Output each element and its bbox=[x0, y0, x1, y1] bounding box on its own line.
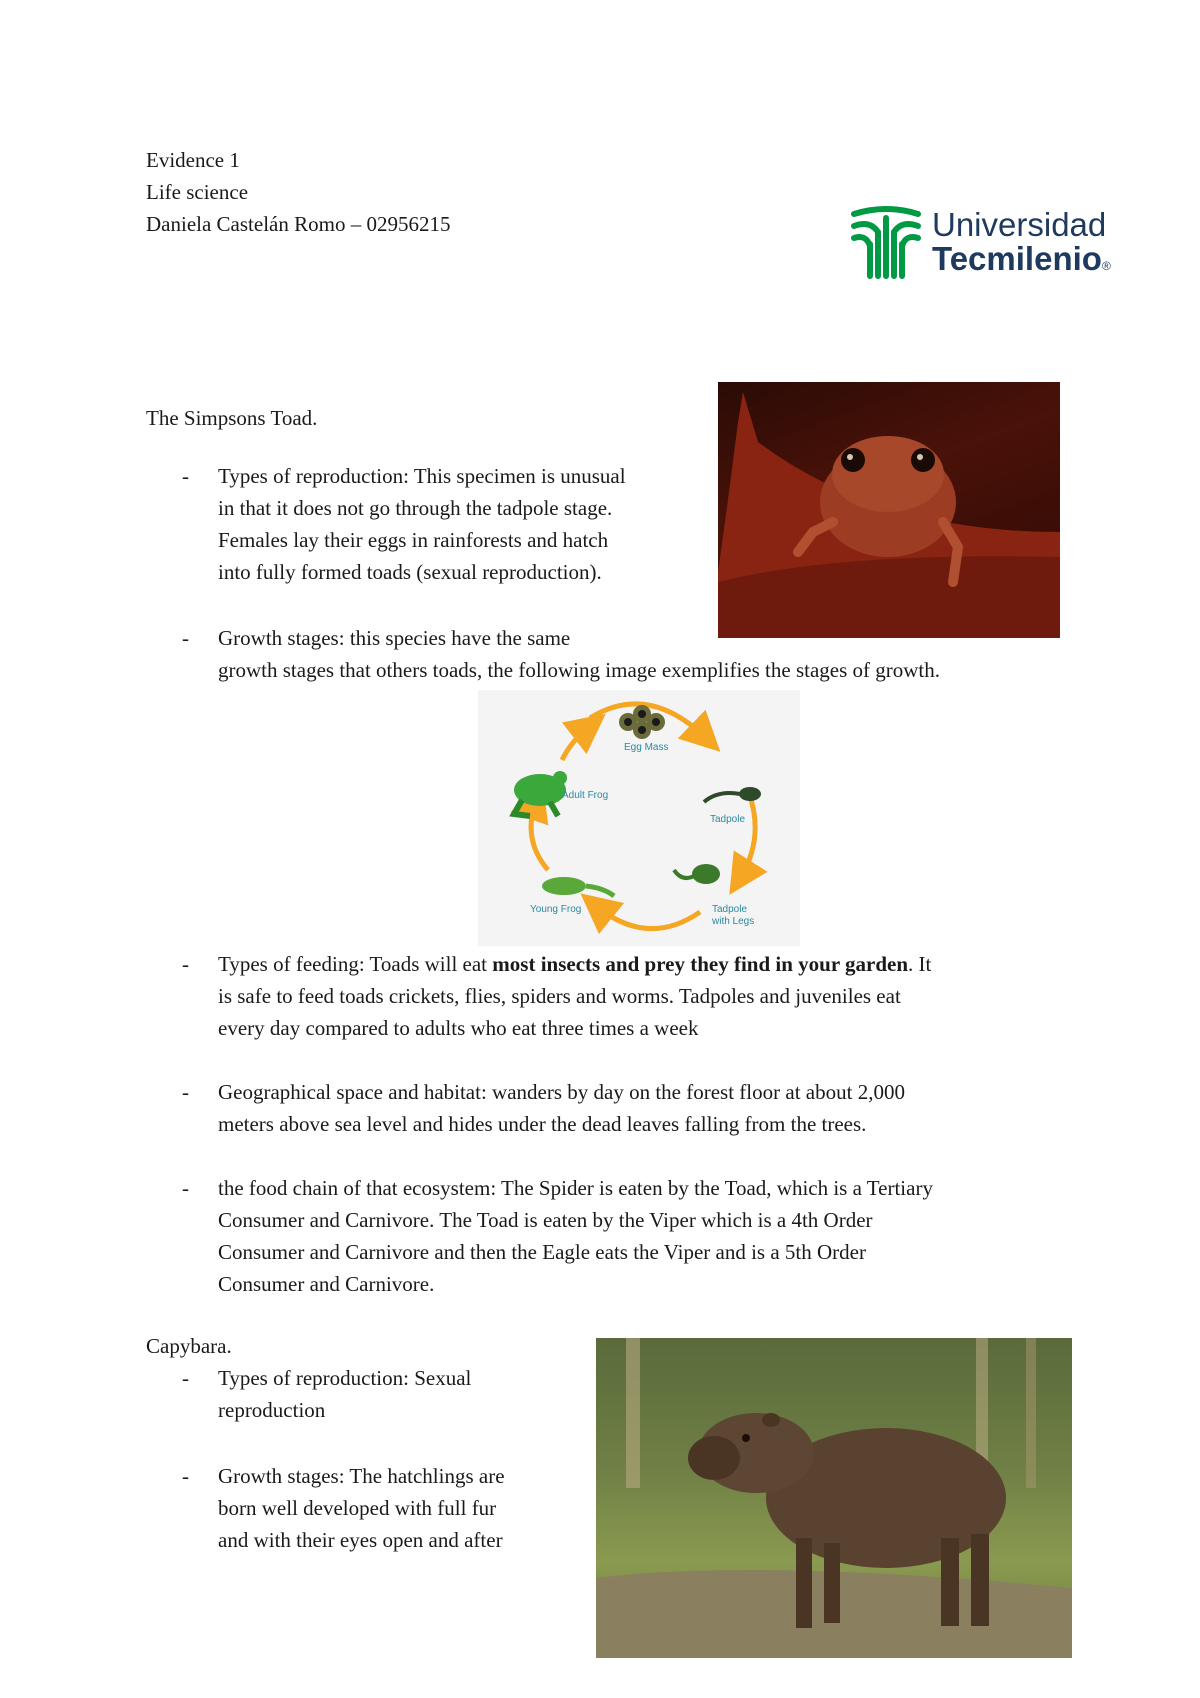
capybara-growth-line: born well developed with full fur bbox=[218, 1496, 497, 1520]
university-logo bbox=[848, 204, 1118, 282]
feeding-emphasis: most insects and prey they find in your garden bbox=[492, 952, 909, 976]
capybara-growth-line: and with their eyes open and after bbox=[218, 1528, 503, 1552]
label-tadpole-legs-2: with Legs bbox=[712, 916, 755, 927]
frog-lifecycle-diagram bbox=[478, 690, 800, 946]
young-frog-icon bbox=[542, 877, 614, 896]
label-young-frog: Young Frog bbox=[530, 904, 582, 915]
capybara-growth-item: - Growth stages: The hatchlings are born well developed with full fur and with their eyes open and after bbox=[182, 1460, 582, 1560]
toad-habitat-line: Geographical space and habitat: wanders by day on the forest floor at about 2,000 bbox=[218, 1080, 905, 1104]
toad-food-chain-item: - the food chain of that ecosystem: The Spider is eaten by the Toad, which is a Tertiary Consumer and Carnivore. The Toad is eaten by the Viper which is a 4th Order Consumer and Carnivore and then the Eagle eats the Viper and is a 5th Order Consumer and Carnivore. bbox=[182, 1172, 1082, 1302]
arrow-young-to-adult bbox=[531, 800, 548, 870]
tecmilenio-tree-icon bbox=[848, 204, 924, 280]
toad-feeding-line: is safe to feed toads crickets, flies, spiders and worms. Tadpoles and juveniles eat bbox=[218, 984, 901, 1008]
capybara-photo bbox=[596, 1338, 1072, 1658]
toad-food-chain-line: Consumer and Carnivore. bbox=[218, 1272, 435, 1296]
arrow-legs-to-young bbox=[596, 906, 700, 929]
capybara-reproduction-line: reproduction bbox=[218, 1398, 326, 1422]
tadpole-icon bbox=[704, 787, 761, 802]
toad-heading: The Simpsons Toad. bbox=[146, 406, 318, 430]
toad-habitat-item: - Geographical space and habitat: wanders by day on the forest floor at about 2,000 meters above sea level and hides under the dead leaves falling from the trees. bbox=[182, 1076, 1082, 1142]
toad-reproduction-line: into fully formed toads (sexual reproduction). bbox=[218, 560, 602, 584]
capybara-growth-line: Growth stages: The hatchlings are bbox=[218, 1464, 505, 1488]
toad-feeding-line: every day compared to adults who eat three times a week bbox=[218, 1016, 699, 1040]
label-egg-mass: Egg Mass bbox=[624, 742, 669, 753]
toad-reproduction-line: in that it does not go through the tadpole stage. bbox=[218, 496, 613, 520]
toad-habitat-line: meters above sea level and hides under the dead leaves falling from the trees. bbox=[218, 1112, 867, 1136]
toad-feeding-line: Types of feeding: Toads will eat most insects and prey they find in your garden. It bbox=[218, 952, 932, 976]
toad-growth-item: - Growth stages: this species have the same growth stages that others toads, the following image exemplifies the stages of growth. bbox=[182, 622, 1062, 688]
toad-feeding-item: - Types of feeding: Toads will eat most insects and prey they find in your garden. It is safe to feed toads crickets, flies, spiders and worms. Tadpoles and juveniles eat every day compared to adults who eat three times a week bbox=[182, 948, 1082, 1048]
label-tadpole: Tadpole bbox=[710, 814, 746, 825]
toad-food-chain-line: Consumer and Carnivore. The Toad is eaten by the Viper which is a 4th Order bbox=[218, 1208, 873, 1232]
adult-frog-icon bbox=[514, 771, 567, 816]
logo-text-tecmilenio: Tecmilenio® bbox=[932, 240, 1111, 277]
toad-photo bbox=[718, 382, 1060, 638]
toad-reproduction-line: Females lay their eggs in rainforests and hatch bbox=[218, 528, 609, 552]
toad-food-chain-line: Consumer and Carnivore and then the Eagle eats the Viper and is a 5th Order bbox=[218, 1240, 866, 1264]
document-header bbox=[146, 144, 450, 240]
document-subject: Life science bbox=[146, 180, 249, 204]
toad-reproduction-item: - Types of reproduction: This specimen is unusual in that it does not go through the tadpole stage. Females lay their eggs in rainforests and hatch into fully formed toads (sexual reproduction). bbox=[182, 460, 702, 590]
document-author: Daniela Castelán Romo – 02956215 bbox=[146, 212, 451, 236]
logo-text-universidad: Universidad bbox=[932, 206, 1107, 243]
capybara-reproduction-item: - Types of reproduction: Sexual reproduction bbox=[182, 1362, 582, 1428]
toad-growth-line: growth stages that others toads, the following image exemplifies the stages of growth. bbox=[218, 658, 941, 682]
toad-reproduction-line: Types of reproduction: This specimen is unusual bbox=[218, 464, 626, 488]
arrow-adult-to-egg bbox=[562, 726, 590, 760]
capybara-reproduction-line: Types of reproduction: Sexual bbox=[218, 1366, 472, 1390]
document-title: Evidence 1 bbox=[146, 148, 240, 172]
capybara-heading: Capybara. bbox=[146, 1334, 232, 1358]
toad-food-chain-line: the food chain of that ecosystem: The Spider is eaten by the Toad, which is a Tertiary bbox=[218, 1176, 933, 1200]
toad-growth-line: Growth stages: this species have the same bbox=[218, 626, 571, 650]
label-adult-frog: Adult Frog bbox=[562, 790, 609, 801]
label-tadpole-legs-1: Tadpole bbox=[712, 904, 748, 915]
arrow-tadpole-to-legs bbox=[740, 796, 755, 878]
tadpole-with-legs-icon bbox=[674, 864, 720, 884]
